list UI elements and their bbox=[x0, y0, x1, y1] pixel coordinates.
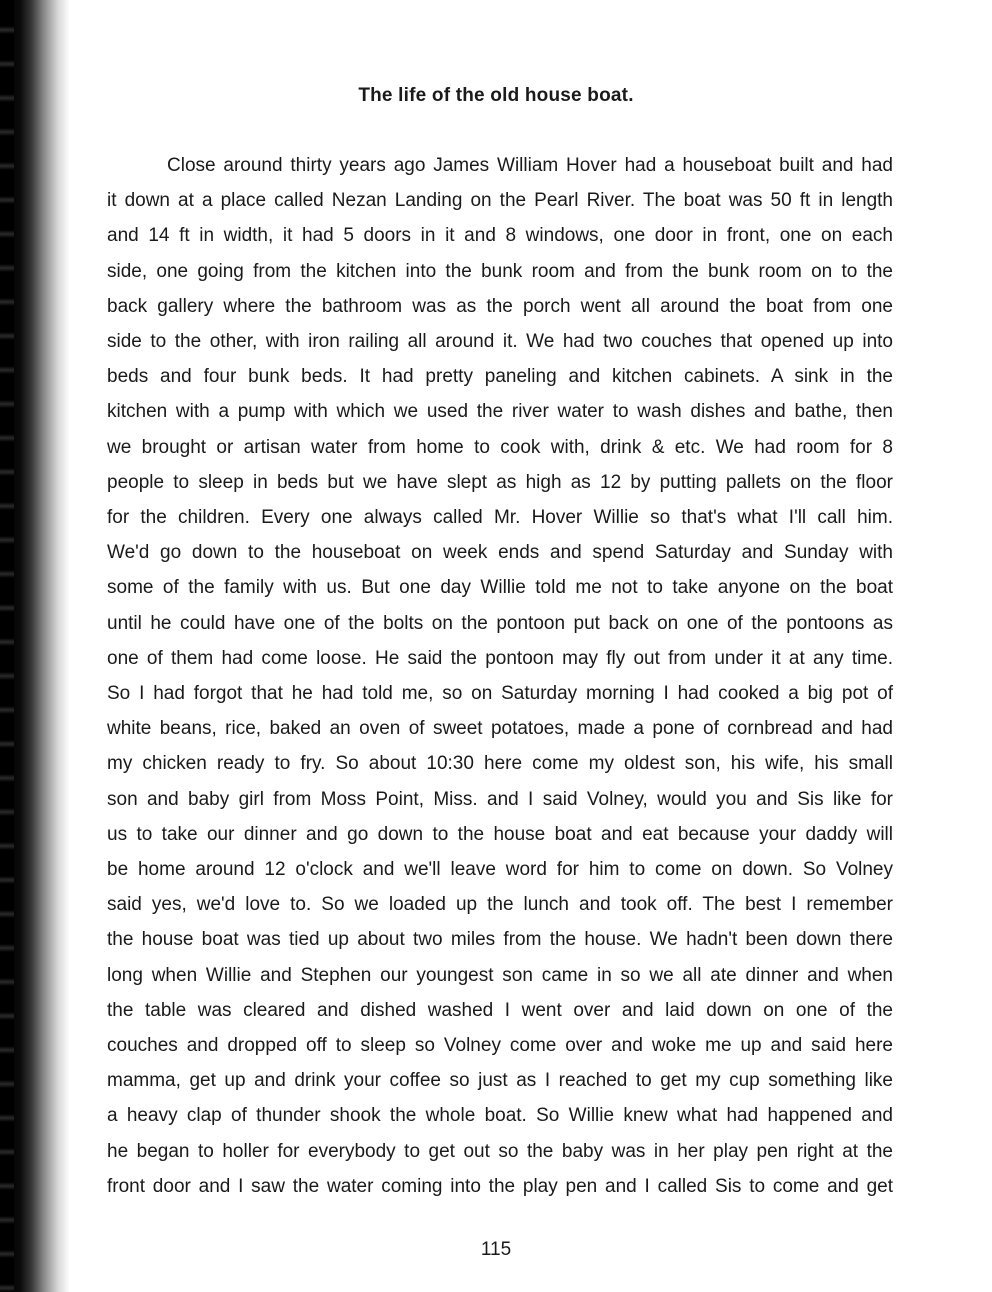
text-line: side, one going from the kitchen into the bunk room and from the bunk room on to the bbox=[107, 260, 893, 282]
text-line: some of the family with us. But one day Willie told me not to take anyone on the boat bbox=[107, 577, 893, 599]
text-line: for the children. Every one always called Mr. Hover Willie so that's what I'll call him. bbox=[107, 507, 893, 529]
text-line: he began to holler for everybody to get out so the baby was in her play pen right at the bbox=[107, 1140, 893, 1162]
text-line: the house boat was tied up about two miles from the house. We hadn't been down there bbox=[107, 929, 893, 951]
body-text bbox=[107, 148, 893, 1204]
text-line: Close around thirty years ago James William Hover had a houseboat built and had bbox=[167, 155, 893, 176]
text-line: long when Willie and Stephen our youngest son came in so we all ate dinner and when bbox=[107, 964, 893, 986]
text-line: white beans, rice, baked an oven of sweet potatoes, made a pone of cornbread and had bbox=[107, 718, 893, 740]
page-title: The life of the old house boat. bbox=[358, 85, 634, 106]
text-line: one of them had come loose. He said the pontoon may fly out from under it at any time. bbox=[107, 647, 893, 669]
text-line: beds and four bunk beds. It had pretty paneling and kitchen cabinets. A sink in the bbox=[107, 366, 893, 388]
text-line: and 14 ft in width, it had 5 doors in it and 8 windows, one door in front, one on each bbox=[107, 225, 893, 247]
text-line: the table was cleared and dished washed I went over and laid down on one of the bbox=[107, 999, 893, 1021]
text-line: couches and dropped off to sleep so Volney come over and woke me up and said here bbox=[107, 1035, 893, 1057]
text-line: it down at a place called Nezan Landing on the Pearl River. The boat was 50 ft in length bbox=[107, 190, 893, 212]
text-line: side to the other, with iron railing all around it. We had two couches that opened up into bbox=[107, 331, 893, 353]
text-line: my chicken ready to fry. So about 10:30 here come my oldest son, his wife, his small bbox=[107, 753, 893, 775]
text-line: us to take our dinner and go down to the house boat and eat because your daddy will bbox=[107, 823, 893, 845]
text-line: kitchen with a pump with which we used the river water to wash dishes and bathe, then bbox=[107, 401, 893, 423]
text-line: said yes, we'd love to. So we loaded up the lunch and took off. The best I remember bbox=[107, 894, 893, 916]
text-line: be home around 12 o'clock and we'll leave word for him to come on down. So Volney bbox=[107, 859, 893, 881]
text-line: We'd go down to the houseboat on week ends and spend Saturday and Sunday with bbox=[107, 542, 893, 564]
text-line: So I had forgot that he had told me, so on Saturday morning I had cooked a big pot of bbox=[107, 683, 893, 705]
binding-holes bbox=[0, 0, 14, 1292]
text-line: front door and I saw the water coming into the play pen and I called Sis to come and get bbox=[107, 1175, 893, 1197]
text-line: son and baby girl from Moss Point, Miss. and I said Volney, would you and Sis like for bbox=[107, 788, 893, 810]
text-line: we brought or artisan water from home to cook with, drink & etc. We had room for 8 bbox=[107, 436, 893, 458]
page-number: 115 bbox=[480, 1239, 512, 1260]
text-line: people to sleep in beds but we have slept as high as 12 by putting pallets on the floor bbox=[107, 471, 893, 493]
text-line: a heavy clap of thunder shook the whole boat. So Willie knew what had happened and bbox=[107, 1105, 893, 1127]
text-line: until he could have one of the bolts on the pontoon put back on one of the pontoons as bbox=[107, 612, 893, 634]
text-line: mamma, get up and drink your coffee so just as I reached to get my cup something like bbox=[107, 1070, 893, 1092]
text-line: back gallery where the bathroom was as the porch went all around the boat from one bbox=[107, 295, 893, 317]
